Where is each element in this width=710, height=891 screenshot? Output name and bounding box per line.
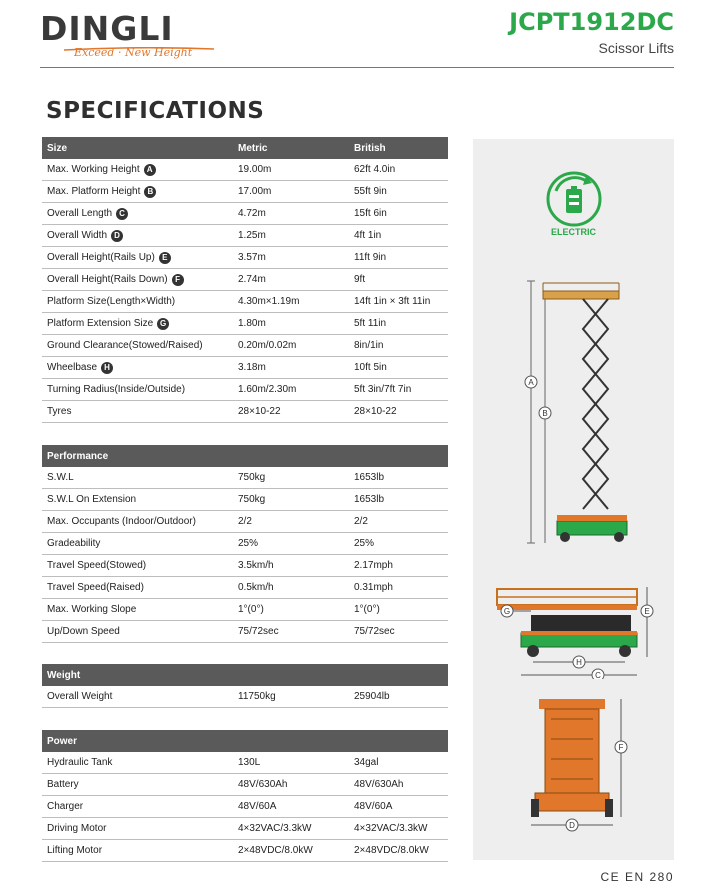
- metric-value: 48V/60A: [238, 801, 277, 812]
- spec-label-cell: [42, 691, 238, 702]
- spec-label: Turning Radius(Inside/Outside): [47, 384, 186, 395]
- spec-row: [42, 401, 448, 423]
- british-value: 5ft 11in: [354, 318, 387, 329]
- spec-row: [42, 379, 448, 401]
- electric-icon: [546, 171, 602, 227]
- spec-row: [42, 247, 448, 269]
- british-value: 9ft: [354, 274, 366, 285]
- svg-text:D: D: [569, 821, 575, 830]
- spec-row: [42, 818, 448, 840]
- british-value: 0.31mph: [354, 582, 393, 593]
- svg-text:H: H: [576, 658, 582, 667]
- performance-spec-table: [42, 445, 448, 643]
- dimension-badge-icon: E: [159, 252, 171, 264]
- header-divider: [40, 67, 674, 68]
- weight-spec-table: [42, 664, 448, 708]
- british-value: 11ft 9in: [354, 252, 387, 263]
- spec-label: Travel Speed(Raised): [47, 582, 144, 593]
- british-value: 14ft 1in × 3ft 11in: [354, 296, 431, 307]
- spec-label-cell: [42, 801, 238, 812]
- spec-label-cell: [42, 340, 238, 351]
- spec-label: Max. Working Slope: [47, 604, 137, 615]
- stowed-lift-diagram: [491, 579, 663, 679]
- metric-value: 19.00m: [238, 164, 272, 175]
- svg-text:F: F: [618, 743, 624, 752]
- spec-row: [42, 752, 448, 774]
- spec-row: [42, 357, 448, 379]
- spec-label-cell: [42, 582, 238, 593]
- electric-label: ELECTRIC: [551, 227, 596, 237]
- metric-value: 4.30m×1.19m: [238, 296, 300, 307]
- spec-label-cell: [42, 384, 238, 395]
- spec-label-cell: [42, 560, 238, 571]
- british-value: 75/72sec: [354, 626, 395, 637]
- spec-label: Overall Height(Rails Down): [47, 274, 168, 285]
- metric-value: 3.18m: [238, 362, 266, 373]
- spec-label-cell: [42, 823, 238, 834]
- british-value: 25%: [354, 538, 375, 549]
- model-number: JCPT1912DC: [509, 8, 674, 36]
- metric-value: 17.00m: [238, 186, 272, 197]
- metric-value: 1.25m: [238, 230, 266, 241]
- metric-value: 1.80m: [238, 318, 266, 329]
- spec-row: [42, 840, 448, 862]
- metric-value: 750kg: [238, 472, 266, 483]
- brand-tagline: Exceed · New Height: [74, 46, 193, 59]
- size-spec-table: [42, 137, 448, 423]
- british-value: 1°(0°): [354, 604, 380, 615]
- british-value: 28×10-22: [354, 406, 397, 417]
- spec-label-cell: [42, 230, 238, 242]
- spec-label-cell: [42, 252, 238, 264]
- spec-label: Battery: [47, 779, 79, 790]
- section-title: Performance: [47, 450, 109, 462]
- british-value: 4×32VAC/3.3kW: [354, 823, 428, 834]
- spec-label: Overall Height(Rails Up): [47, 252, 155, 263]
- spec-row: [42, 774, 448, 796]
- british-value: 2/2: [354, 516, 368, 527]
- spec-label-cell: [42, 296, 238, 307]
- spec-label: Wheelbase: [47, 362, 98, 373]
- british-value: 10ft 5in: [354, 362, 387, 373]
- british-value: 2×48VDC/8.0kW: [354, 845, 429, 856]
- british-value: 34gal: [354, 757, 379, 768]
- svg-text:B: B: [542, 409, 548, 418]
- metric-value: 750kg: [238, 494, 266, 505]
- spec-label: Platform Extension Size: [47, 318, 154, 329]
- spec-label-cell: [42, 516, 238, 527]
- british-value: 15ft 6in: [354, 208, 387, 219]
- spec-label-cell: [42, 494, 238, 505]
- british-value: 48V/60A: [354, 801, 393, 812]
- metric-value: 25%: [238, 538, 259, 549]
- spec-row: [42, 489, 448, 511]
- spec-row: [42, 621, 448, 643]
- metric-value: 4×32VAC/3.3kW: [238, 823, 312, 834]
- section-header: [42, 664, 448, 686]
- spec-label-cell: [42, 779, 238, 790]
- spec-row: [42, 467, 448, 489]
- dimension-badge-icon: G: [157, 318, 169, 330]
- spec-row: [42, 533, 448, 555]
- spec-label: Platform Size(Length×Width): [47, 296, 176, 307]
- dimension-badge-icon: B: [144, 186, 156, 198]
- spec-label-cell: [42, 318, 238, 330]
- spec-row: [42, 313, 448, 335]
- metric-value: 75/72sec: [238, 626, 279, 637]
- spec-label-cell: [42, 208, 238, 220]
- machine-diagram-panel: [473, 139, 674, 860]
- spec-label-cell: [42, 538, 238, 549]
- spec-label: Hydraulic Tank: [47, 757, 113, 768]
- metric-value: 1°(0°): [238, 604, 264, 615]
- spec-label: Gradeability: [47, 538, 101, 549]
- product-category: Scissor Lifts: [598, 40, 674, 56]
- section-title: Weight: [47, 669, 81, 681]
- british-value: 62ft 4.0in: [354, 164, 396, 175]
- svg-text:G: G: [503, 607, 511, 616]
- spec-label-cell: [42, 757, 238, 768]
- spec-label: Travel Speed(Stowed): [47, 560, 147, 571]
- metric-value: 48V/630Ah: [238, 779, 288, 790]
- dimension-badge-icon: C: [116, 208, 128, 220]
- metric-value: 2/2: [238, 516, 252, 527]
- power-spec-table: [42, 730, 448, 862]
- metric-value: 1.60m/2.30m: [238, 384, 297, 395]
- svg-text:A: A: [528, 378, 534, 387]
- spec-label: Overall Length: [47, 208, 113, 219]
- spec-row: [42, 599, 448, 621]
- section-header: [42, 445, 448, 467]
- spec-row: [42, 796, 448, 818]
- certification-mark: CE EN 280: [600, 870, 674, 884]
- spec-label-cell: [42, 362, 238, 374]
- metric-value: 0.5km/h: [238, 582, 274, 593]
- spec-label: Max. Occupants (Indoor/Outdoor): [47, 516, 196, 527]
- metric-value: 2×48VDC/8.0kW: [238, 845, 313, 856]
- spec-label: Overall Width: [47, 230, 108, 241]
- section-title: Power: [47, 735, 78, 747]
- dimension-badge-icon: A: [144, 164, 156, 176]
- section-title: Size: [47, 142, 68, 154]
- spec-row: [42, 291, 448, 313]
- spec-label: Max. Platform Height: [47, 186, 141, 197]
- metric-value: 2.74m: [238, 274, 266, 285]
- spec-label: Max. Working Height: [47, 164, 140, 175]
- spec-label-cell: [42, 472, 238, 483]
- svg-text:E: E: [644, 607, 650, 616]
- spec-label: Tyres: [47, 406, 72, 417]
- british-value: 8in/1in: [354, 340, 384, 351]
- spec-label: Charger: [47, 801, 84, 812]
- metric-value: 28×10-22: [238, 406, 281, 417]
- spec-label: Driving Motor: [47, 823, 107, 834]
- section-header: [42, 730, 448, 752]
- spec-row: [42, 686, 448, 708]
- spec-row: [42, 555, 448, 577]
- spec-label-cell: [42, 164, 238, 176]
- metric-column-header: Metric: [238, 142, 268, 154]
- spec-label-cell: [42, 845, 238, 856]
- spec-row: [42, 159, 448, 181]
- spec-row: [42, 203, 448, 225]
- metric-value: 130L: [238, 757, 261, 768]
- metric-value: 3.57m: [238, 252, 266, 263]
- front-lift-diagram: [521, 695, 631, 835]
- british-value: 1653lb: [354, 472, 385, 483]
- section-header: [42, 137, 448, 159]
- brand-logo: [40, 9, 193, 59]
- british-value: 5ft 3in/7ft 7in: [354, 384, 412, 395]
- metric-value: 3.5km/h: [238, 560, 274, 571]
- british-value: 48V/630Ah: [354, 779, 404, 790]
- british-value: 55ft 9in: [354, 186, 387, 197]
- spec-row: [42, 181, 448, 203]
- british-value: 4ft 1in: [354, 230, 382, 241]
- spec-label: S.W.L On Extension: [47, 494, 137, 505]
- metric-value: 4.72m: [238, 208, 266, 219]
- brand-name: DINGLI: [40, 9, 174, 48]
- dimension-badge-icon: F: [172, 274, 184, 286]
- spec-row: [42, 577, 448, 599]
- dimension-badge-icon: D: [111, 230, 123, 242]
- metric-value: 11750kg: [238, 691, 276, 702]
- spec-label: Up/Down Speed: [47, 626, 120, 637]
- spec-label-cell: [42, 274, 238, 286]
- spec-label: S.W.L: [47, 472, 74, 483]
- spec-row: [42, 511, 448, 533]
- spec-label: Overall Weight: [47, 691, 113, 702]
- raised-lift-diagram: [523, 277, 633, 547]
- page-title: SPECIFICATIONS: [46, 98, 265, 124]
- spec-row: [42, 335, 448, 357]
- spec-label-cell: [42, 406, 238, 417]
- spec-label: Ground Clearance(Stowed/Raised): [47, 340, 203, 351]
- spec-label-cell: [42, 186, 238, 198]
- logo-swoosh-icon: [64, 47, 214, 51]
- svg-text:C: C: [595, 671, 601, 679]
- spec-row: [42, 225, 448, 247]
- british-value: 1653lb: [354, 494, 385, 505]
- british-value: 2.17mph: [354, 560, 393, 571]
- metric-value: 0.20m/0.02m: [238, 340, 297, 351]
- british-value: 25904lb: [354, 691, 390, 702]
- dimension-badge-icon: H: [101, 362, 113, 374]
- spec-label: Lifting Motor: [47, 845, 103, 856]
- spec-row: [42, 269, 448, 291]
- spec-label-cell: [42, 604, 238, 615]
- spec-label-cell: [42, 626, 238, 637]
- british-column-header: British: [354, 142, 386, 154]
